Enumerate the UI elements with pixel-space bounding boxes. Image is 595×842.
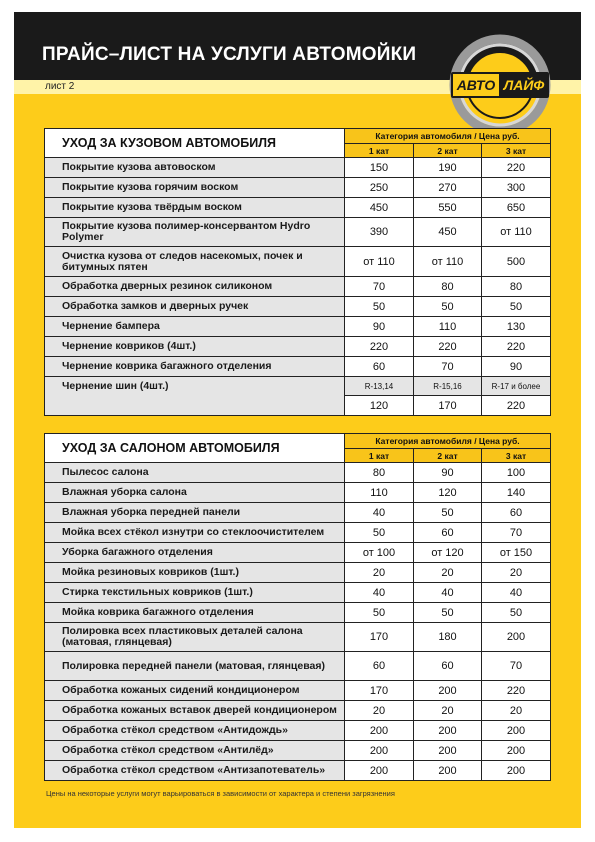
price-cat-3: 200 (482, 721, 551, 741)
table-row (45, 701, 551, 721)
price-cat-3: 140 (482, 483, 551, 503)
price-cat-1: 60 (345, 652, 414, 681)
price-cat-1: 220 (345, 337, 414, 357)
service-name: Влажная уборка передней панели (45, 503, 345, 523)
price-cat-3: 220 (482, 158, 551, 178)
table-row (45, 178, 551, 198)
service-name: Полировка всех пластиковых деталей салона (матовая, глянцевая) (45, 623, 345, 652)
price-cat-1: 70 (345, 277, 414, 297)
service-name: Обработка дверных резинок силиконом (45, 277, 345, 297)
price-cat-2: 70 (414, 357, 482, 377)
service-name: Покрытие кузова горячим воском (45, 178, 345, 198)
price-cat-3: 100 (482, 463, 551, 483)
price-cat-1: 50 (345, 523, 414, 543)
service-name: Мойка коврика багажного отделения (45, 603, 345, 623)
service-name: Чернение коврика багажного отделения (45, 357, 345, 377)
price-cat-1: 170 (345, 623, 414, 652)
price-cat-2: 50 (414, 503, 482, 523)
logo-word-1: АВТО (456, 77, 496, 93)
price-cat-3: 80 (482, 277, 551, 297)
service-name: Влажная уборка салона (45, 483, 345, 503)
service-name: Покрытие кузова твёрдым воском (45, 198, 345, 218)
category-header: Категория автомобиля / Цена руб. (345, 129, 551, 144)
price-cat-2: 200 (414, 721, 482, 741)
price-cat-1: 450 (345, 198, 414, 218)
price-cat-2: 200 (414, 681, 482, 701)
price-cat-3: 50 (482, 603, 551, 623)
price-cat-2: от 110 (414, 247, 482, 277)
price-cat-2: 60 (414, 652, 482, 681)
service-name: Обработка кожаных вставок дверей кондиционером (45, 701, 345, 721)
price-cat-1: 40 (345, 503, 414, 523)
service-name: Стирка текстильных ковриков (1шт.) (45, 583, 345, 603)
page-title: ПРАЙС–ЛИСТ НА УСЛУГИ АВТОМОЙКИ (42, 44, 417, 65)
price-cat-2: 200 (414, 741, 482, 761)
category-2: 2 кат (414, 449, 482, 463)
price-cat-2: 20 (414, 563, 482, 583)
service-name: Мойка всех стёкол изнутри со стеклоочистителем (45, 523, 345, 543)
service-name: Покрытие кузова полимер-консервантом Hydro Polymer (45, 218, 345, 247)
table-row (45, 761, 551, 781)
service-name: Обработка стёкол средством «Антидождь» (45, 721, 345, 741)
price-cat-3: от 110 (482, 218, 551, 247)
table-row (45, 357, 551, 377)
table-row (45, 623, 551, 652)
price-cat-3: 220 (482, 396, 551, 416)
price-cat-2: 120 (414, 483, 482, 503)
price-cat-1: 50 (345, 603, 414, 623)
interior-section-title: УХОД ЗА САЛОНОМ АВТОМОБИЛЯ (45, 434, 345, 463)
price-cat-1: 80 (345, 463, 414, 483)
tyre-size-3: R-17 и более (482, 377, 551, 396)
price-cat-3: от 150 (482, 543, 551, 563)
price-cat-1: от 100 (345, 543, 414, 563)
table-row (45, 317, 551, 337)
price-cat-2: 110 (414, 317, 482, 337)
table-row (45, 563, 551, 583)
service-name: Полировка передней панели (матовая, глянцевая) (45, 652, 345, 681)
price-cat-1: 50 (345, 297, 414, 317)
price-cat-1: 250 (345, 178, 414, 198)
service-name: Чернение бампера (45, 317, 345, 337)
price-cat-3: 70 (482, 652, 551, 681)
table-row (45, 247, 551, 277)
price-cat-2: от 120 (414, 543, 482, 563)
price-cat-3: 200 (482, 761, 551, 781)
price-cat-2: 200 (414, 761, 482, 781)
body-care-table (44, 128, 551, 416)
price-cat-1: 20 (345, 701, 414, 721)
table-row (45, 583, 551, 603)
table-row-tyres (45, 377, 551, 396)
price-cat-3: 300 (482, 178, 551, 198)
price-cat-2: 60 (414, 523, 482, 543)
table-row (45, 503, 551, 523)
table-row (45, 337, 551, 357)
price-cat-2: 80 (414, 277, 482, 297)
tyre-size-1: R-13,14 (345, 377, 414, 396)
price-cat-3: 60 (482, 503, 551, 523)
service-name: Обработка стёкол средством «Антилёд» (45, 741, 345, 761)
price-cat-1: 120 (345, 396, 414, 416)
category-1: 1 кат (345, 449, 414, 463)
price-cat-3: 200 (482, 741, 551, 761)
table-row (45, 277, 551, 297)
table-row (45, 603, 551, 623)
price-cat-1: 90 (345, 317, 414, 337)
service-name: Чернение ковриков (4шт.) (45, 337, 345, 357)
category-2: 2 кат (414, 144, 482, 158)
service-name: Обработка замков и дверных ручек (45, 297, 345, 317)
price-cat-3: 500 (482, 247, 551, 277)
service-name: Чернение шин (4шт.) (45, 377, 345, 416)
table-row (45, 158, 551, 178)
price-cat-2: 50 (414, 603, 482, 623)
price-cat-1: 200 (345, 761, 414, 781)
price-cat-1: 20 (345, 563, 414, 583)
price-cat-3: 70 (482, 523, 551, 543)
price-cat-2: 190 (414, 158, 482, 178)
price-cat-2: 40 (414, 583, 482, 603)
price-cat-3: 200 (482, 623, 551, 652)
service-name: Обработка кожаных сидений кондиционером (45, 681, 345, 701)
table-row (45, 681, 551, 701)
service-name: Мойка резиновых ковриков (1шт.) (45, 563, 345, 583)
service-name: Очистка кузова от следов насекомых, почек и битумных пятен (45, 247, 345, 277)
price-cat-2: 220 (414, 337, 482, 357)
category-1: 1 кат (345, 144, 414, 158)
footnote: Цены на некоторые услуги могут варьироваться в зависимости от характера и степени загрязнения (46, 789, 395, 798)
price-cat-2: 170 (414, 396, 482, 416)
table-row (45, 741, 551, 761)
avtolife-logo-icon (449, 34, 551, 136)
category-3: 3 кат (482, 449, 551, 463)
body-section-title: УХОД ЗА КУЗОВОМ АВТОМОБИЛЯ (45, 129, 345, 158)
service-name: Покрытие кузова автовоском (45, 158, 345, 178)
table-row (45, 198, 551, 218)
price-cat-3: 40 (482, 583, 551, 603)
price-cat-2: 550 (414, 198, 482, 218)
category-header: Категория автомобиля / Цена руб. (345, 434, 551, 449)
price-cat-1: 170 (345, 681, 414, 701)
price-cat-2: 270 (414, 178, 482, 198)
service-name: Обработка стёкол средством «Антизапотеватель» (45, 761, 345, 781)
price-cat-2: 450 (414, 218, 482, 247)
price-cat-3: 20 (482, 563, 551, 583)
price-cat-2: 180 (414, 623, 482, 652)
price-cat-1: от 110 (345, 247, 414, 277)
table-row (45, 483, 551, 503)
sheet-number: лист 2 (45, 81, 75, 92)
price-cat-3: 220 (482, 681, 551, 701)
price-cat-1: 110 (345, 483, 414, 503)
table-row (45, 297, 551, 317)
price-cat-1: 40 (345, 583, 414, 603)
price-cat-2: 20 (414, 701, 482, 721)
price-cat-1: 390 (345, 218, 414, 247)
table-row (45, 463, 551, 483)
price-cat-2: 50 (414, 297, 482, 317)
service-name: Пылесос салона (45, 463, 345, 483)
table-row (45, 218, 551, 247)
price-cat-2: 90 (414, 463, 482, 483)
price-list-page (14, 12, 581, 828)
table-row (45, 543, 551, 563)
body-care-section (44, 128, 550, 416)
price-cat-3: 20 (482, 701, 551, 721)
price-cat-3: 220 (482, 337, 551, 357)
price-cat-1: 60 (345, 357, 414, 377)
table-row (45, 721, 551, 741)
price-cat-1: 200 (345, 721, 414, 741)
tyre-size-2: R-15,16 (414, 377, 482, 396)
logo-word-2: ЛАЙФ (503, 77, 545, 93)
category-3: 3 кат (482, 144, 551, 158)
table-row (45, 652, 551, 681)
price-cat-1: 150 (345, 158, 414, 178)
interior-care-section (44, 433, 550, 781)
price-cat-1: 200 (345, 741, 414, 761)
price-cat-3: 50 (482, 297, 551, 317)
price-cat-3: 90 (482, 357, 551, 377)
interior-care-table (44, 433, 551, 781)
table-row (45, 523, 551, 543)
price-cat-3: 650 (482, 198, 551, 218)
price-cat-3: 130 (482, 317, 551, 337)
service-name: Уборка багажного отделения (45, 543, 345, 563)
